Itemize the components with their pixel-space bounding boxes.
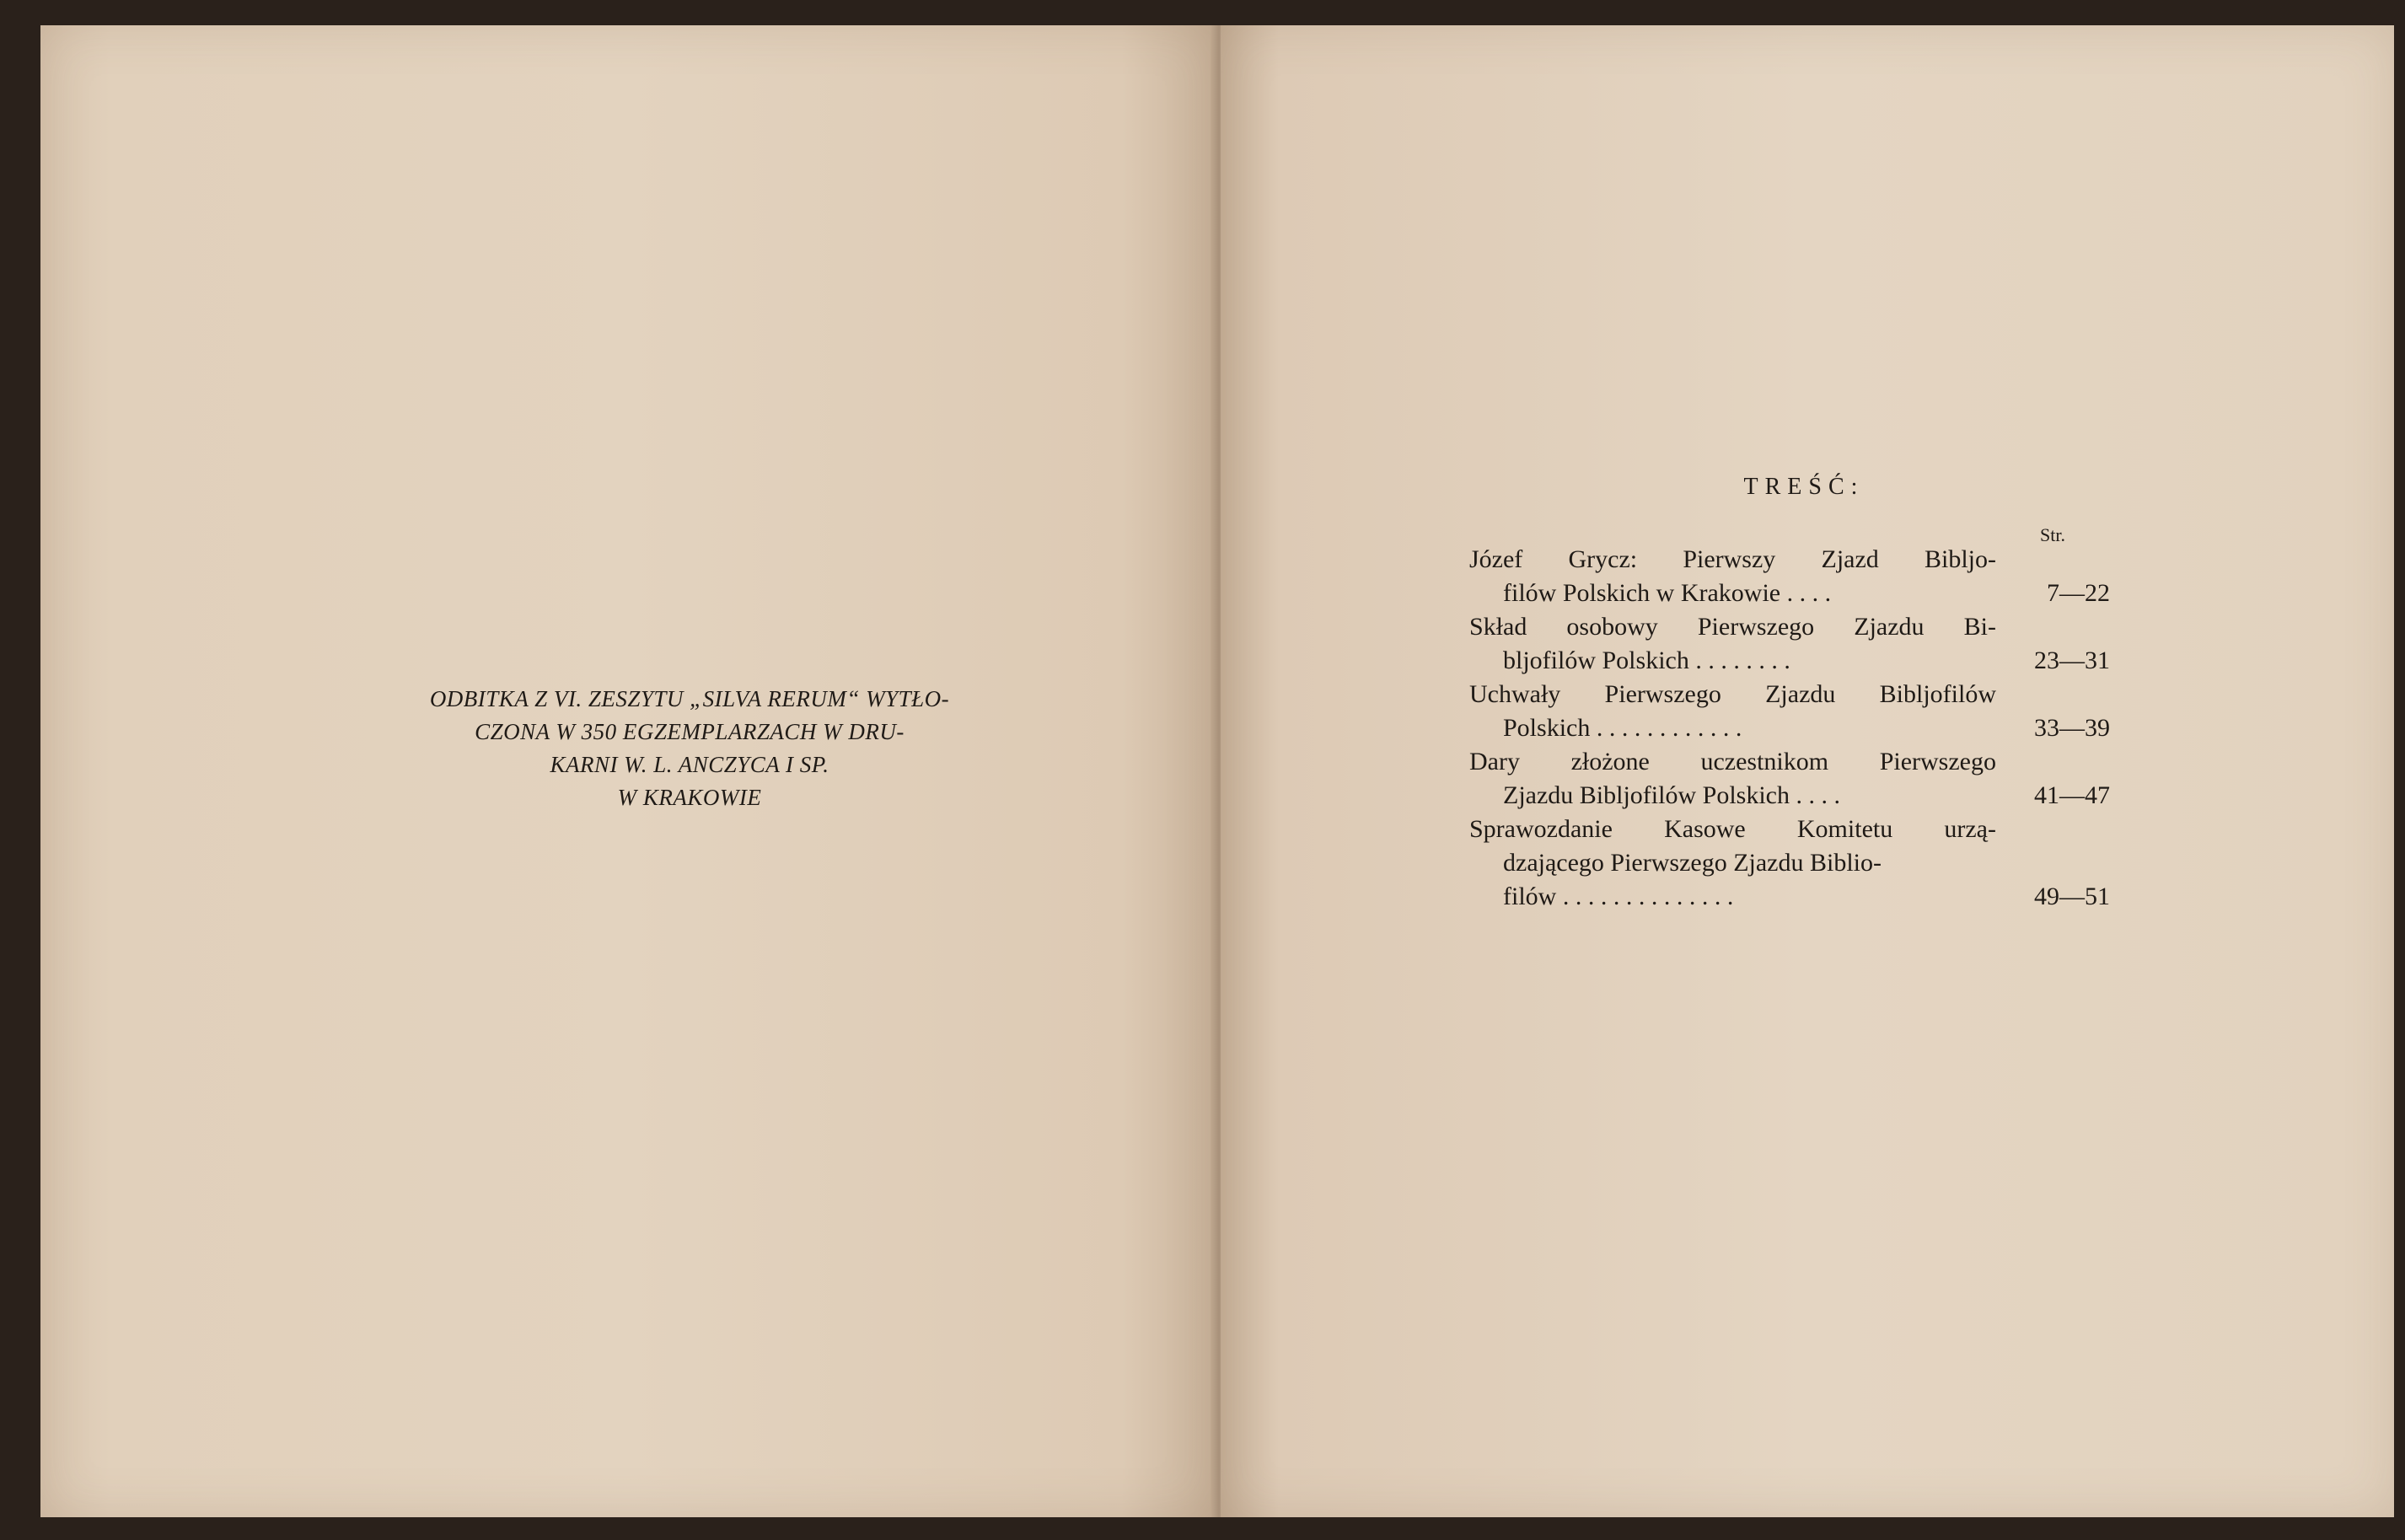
toc-entry-line [1469, 779, 2110, 813]
toc-entry-line [1469, 745, 2110, 779]
toc-entry-text: dzającego Pierwszego Zjazdu Biblio- [1503, 849, 1882, 877]
toc-entry-line [1469, 577, 2110, 610]
left-page [40, 25, 1216, 1517]
toc-entry-text: filów Polskich w Krakowie . . . . [1503, 579, 1832, 607]
toc-entry-line [1469, 813, 2110, 846]
toc-entry-text: Józef Grycz: Pierwszy Zjazd Bibljo- [1469, 545, 1996, 573]
toc-entry-line [1469, 543, 2110, 577]
toc-entry-text: Skład osobowy Pierwszego Zjazdu Bi- [1469, 613, 1996, 641]
colophon-line: KARNI W. L. ANCZYCA I SP. [550, 752, 829, 777]
toc-entry-line [1469, 644, 2110, 678]
toc-page-number: 33—39 [2034, 714, 2110, 742]
toc-entry-text: filów . . . . . . . . . . . . . . [1503, 883, 1734, 910]
toc-entry-text: Polskich . . . . . . . . . . . . [1503, 714, 1742, 742]
toc-title: TREŚĆ: [1743, 474, 1865, 500]
toc-entry-line [1469, 610, 2110, 644]
toc-entry-line [1469, 678, 2110, 711]
colophon-line: W KRAKOWIE [617, 785, 762, 810]
toc-entry-line [1469, 880, 2110, 914]
toc-page-number: 41—47 [2034, 781, 2110, 809]
toc-entry-text: Sprawozdanie Kasowe Komitetu urzą- [1469, 815, 1996, 843]
toc-entry-text: Dary złożone uczestnikom Pierwszego [1469, 748, 1996, 775]
toc-entry-text: bljofilów Polskich . . . . . . . . [1503, 647, 1790, 674]
table-of-contents [1469, 543, 2110, 914]
toc-page-number: 23—31 [2034, 647, 2110, 674]
colophon-line: CZONA W 350 EGZEMPLARZACH W DRU- [475, 719, 905, 744]
toc-page-number: 49—51 [2034, 883, 2110, 910]
toc-entry-line [1469, 711, 2110, 745]
toc-page-column-header: Str. [2040, 524, 2065, 545]
toc-entry-line [1469, 846, 2110, 880]
colophon [344, 683, 1035, 814]
toc-entry-text: Zjazdu Bibljofilów Polskich . . . . [1503, 781, 1840, 809]
toc-page-number: 7—22 [2047, 579, 2110, 607]
colophon-line: ODBITKA Z VI. ZESZYTU „SILVA RERUM“ WYTŁO- [429, 686, 950, 711]
toc-entry-text: Uchwały Pierwszego Zjazdu Bibljofilów [1469, 680, 1996, 708]
